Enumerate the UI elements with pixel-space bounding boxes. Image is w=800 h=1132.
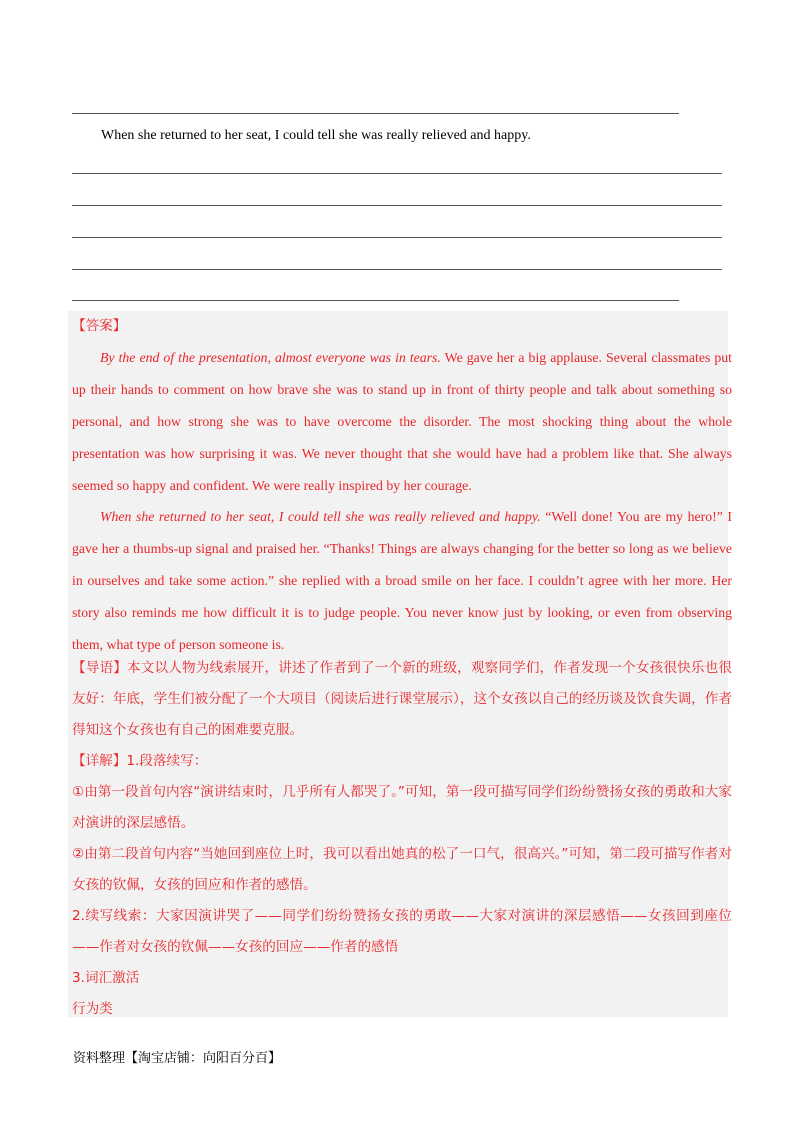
answer-paragraph-2	[72, 501, 732, 661]
answer-label: 【答案】	[72, 318, 127, 334]
answer-p2-lead: When she returned to her seat, I could tell she was really relieved and happy.	[100, 509, 541, 524]
detail-heading: 【详解】1.段落续写：	[72, 753, 208, 769]
writing-line	[72, 113, 679, 114]
answer-p2-body: “Well done! You are my hero!” I gave her a thumbs-up signal and praised her. “Thanks! Things are always changing for the better so long as we believe in ourselves and take some action.” she replied with a broad smile on her face. I couldn’t agree with her more. Her story also reminds me how difficult it is to judge people. You never know just by looking, or even from observing them, what type of person someone is.	[72, 509, 732, 652]
guide-text: 【导语】本文以人物为线索展开，讲述了作者到了一个新的班级，观察同学们，作者发现一个女孩很快乐也很友好：年底，学生们被分配了一个大项目（阅读后进行课堂展示），这个女孩以自己的经历谈及饮食失调，作者得知这个女孩也有自己的困难要克服。	[72, 660, 732, 738]
detail-item-4: 3.词汇激活	[72, 970, 140, 986]
writing-line	[72, 173, 722, 174]
answer-p1-lead: By the end of the presentation, almost everyone was in tears.	[100, 350, 441, 365]
answer-section	[72, 310, 732, 661]
detail-item-2: ②由第二段首句内容“当她回到座位上时，我可以看出她真的松了一口气，很高兴。”可知，第二段可描写作者对女孩的钦佩，女孩的回应和作者的感悟。	[72, 846, 732, 893]
detail-item-5: 行为类	[72, 1001, 113, 1017]
paragraph-prompt: When she returned to her seat, I could tell she was really relieved and happy.	[101, 128, 531, 143]
answer-p1-body: We gave her a big applause. Several classmates put up their hands to comment on how brave she was to stand up in front of thirty people and talk about something so personal, and how strong she was to have overcome the disorder. The most shocking thing about the whole presentation was how surprising it was. We never thought that she would have had a problem like that. She always seemed so happy and confident. We were really inspired by her courage.	[72, 350, 732, 493]
writing-line	[72, 237, 722, 238]
writing-line	[72, 300, 679, 301]
answer-paragraph-1	[72, 342, 732, 502]
analysis-section	[72, 653, 732, 1025]
page-footer: 资料整理【淘宝店铺：向阳百分百】	[73, 1051, 282, 1066]
detail-item-1: ①由第一段首句内容“演讲结束时，几乎所有人都哭了。”可知，第一段可描写同学们纷纷赞扬女孩的勇敢和大家对演讲的深层感悟。	[72, 784, 732, 831]
writing-line	[72, 269, 722, 270]
detail-item-3: 2.续写线索：大家因演讲哭了——同学们纷纷赞扬女孩的勇敢——大家对演讲的深层感悟——女孩回到座位——作者对女孩的钦佩——女孩的回应——作者的感悟	[72, 908, 732, 955]
writing-line	[72, 205, 722, 206]
